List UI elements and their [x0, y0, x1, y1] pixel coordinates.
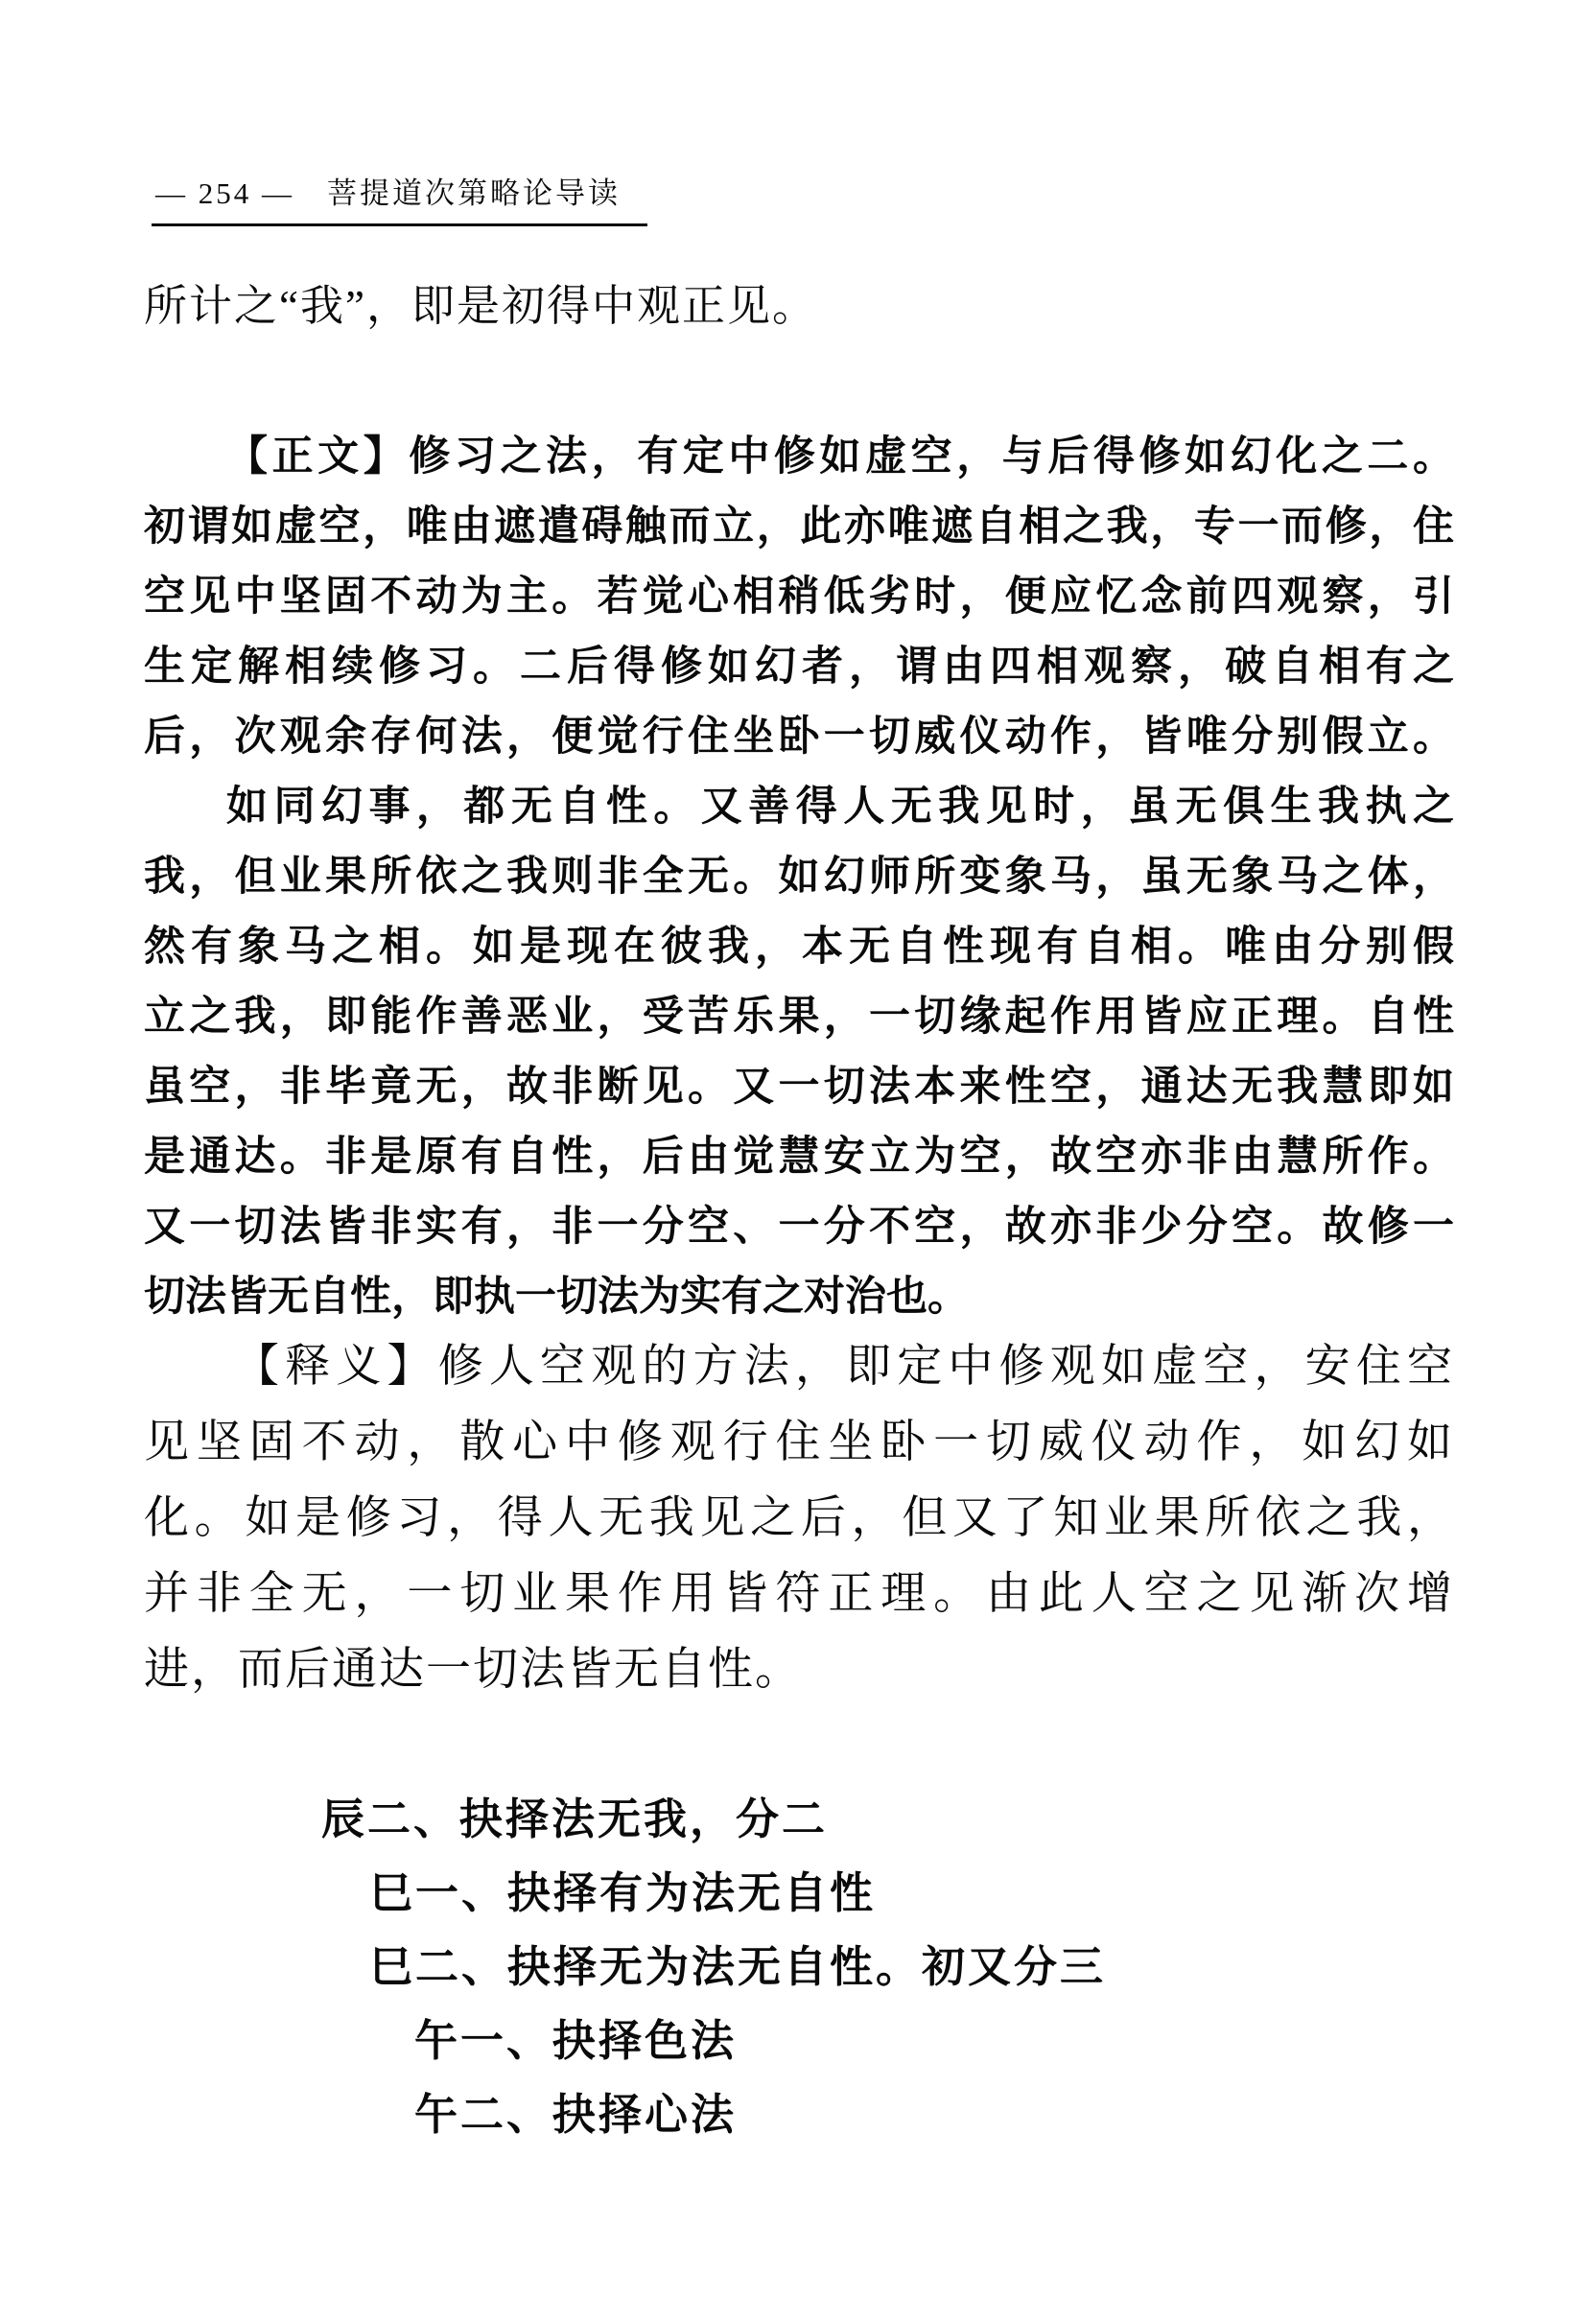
zhengwen-line: 空见中坚固不动为主。若觉心相稍低劣时，便应忆念前四观察，引 [144, 574, 1454, 620]
zhengwen-line: 又一切法皆非实有，非一分空、一分不空，故亦非少分空。故修一 [144, 1204, 1454, 1250]
book-title: 菩提道次第略论导读 [327, 176, 621, 210]
zhengwen-line: 生定解相续修习。二后得修如幻者，谓由四相观察，破自相有之 [144, 644, 1454, 690]
zhengwen-line: 初谓如虚空，唯由遮遣碍触而立，此亦唯遮自相之我，专一而修，住 [144, 504, 1454, 550]
shiyi-line: 进，而后通达一切法皆无自性。 [144, 1645, 802, 1695]
zhengwen-line: 【正文】修习之法，有定中修如虚空，与后得修如幻化之二。 [226, 434, 1454, 480]
outline-item-5: 午二、抉择心法 [414, 2090, 738, 2139]
outline-item-2: 巳一、抉择有为法无自性 [369, 1868, 877, 1917]
zhengwen-line: 是通达。非是原有自性，后由觉慧安立为空，故空亦非由慧所作。 [144, 1134, 1454, 1180]
shiyi-section [144, 1329, 1454, 1708]
outline-item-3: 巳二、抉择无为法无自性。初又分三 [369, 1942, 1107, 1991]
zhengwen-line: 立之我，即能作善恶业，受苦乐果，一切缘起作用皆应正理。自性 [144, 994, 1454, 1040]
shiyi-line: 见坚固不动，散心中修观行住坐卧一切威仪动作，如幻如 [144, 1418, 1454, 1467]
shiyi-line: 化。如是修习，得人无我见之后，但又了知业果所依之我， [144, 1493, 1454, 1543]
zhengwen-section [144, 422, 1454, 1332]
zhengwen-line: 如同幻事，都无自性。又善得人无我见时，虽无俱生我执之 [226, 784, 1454, 830]
zhengwen-line: 我，但业果所依之我则非全无。如幻师所变象马，虽无象马之体， [144, 854, 1454, 900]
page-header [152, 169, 647, 226]
opening-line: 所计之“我”，即是初得中观正见。 [144, 282, 817, 330]
page-number: — 254 — [155, 176, 294, 210]
outline-item-1: 辰二、抉择法无我，分二 [321, 1794, 829, 1843]
shiyi-line: 【释义】修人空观的方法，即定中修观如虚空，安住空 [234, 1342, 1454, 1392]
shiyi-line: 并非全无，一切业果作用皆符正理。由此人空之见渐次增 [144, 1569, 1454, 1619]
zhengwen-line: 切法皆无自性，即执一切法为实有之对治也。 [144, 1274, 969, 1320]
outline-section [144, 1782, 1106, 2151]
outline-item-4: 午一、抉择色法 [414, 2016, 738, 2065]
zhengwen-line: 虽空，非毕竟无，故非断见。又一切法本来性空，通达无我慧即如 [144, 1064, 1454, 1110]
zhengwen-line: 后，次观余存何法，便觉行住坐卧一切威仪动作，皆唯分别假立。 [144, 714, 1454, 760]
zhengwen-line: 然有象马之相。如是现在彼我，本无自性现有自相。唯由分别假 [144, 924, 1454, 970]
